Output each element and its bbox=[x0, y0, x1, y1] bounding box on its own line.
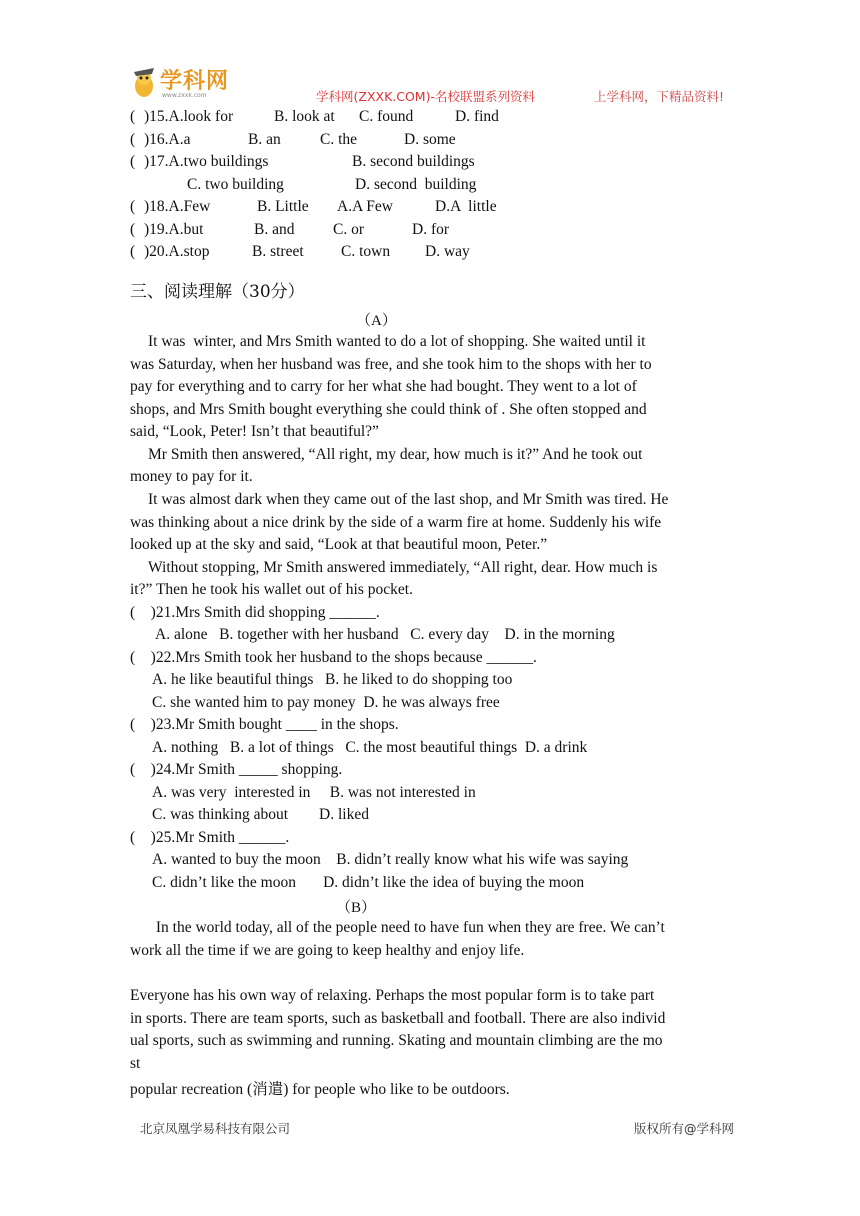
logo-subtext: www.zxxk.com bbox=[162, 92, 207, 99]
cloze-option-c: C. the bbox=[320, 131, 358, 148]
passage-b-line: popular recreation (消遣) for people who like to be outdoors. bbox=[130, 1081, 510, 1098]
question-stem: ( )23.Mr Smith bought ____ in the shops. bbox=[130, 716, 399, 733]
passage-a-line: pay for everything and to carry for her what she had bought. They went to a lot of bbox=[130, 378, 637, 395]
cloze-option-c: C. found bbox=[359, 108, 414, 125]
logo-mascot-icon bbox=[132, 64, 160, 100]
footer-copyright: 版权所有@学科网 bbox=[634, 1121, 735, 1136]
cloze-option-b: B. an bbox=[248, 131, 281, 148]
logo-text: 学科网 bbox=[160, 69, 230, 94]
cloze-option-d: D. way bbox=[425, 243, 470, 260]
passage-a-line: money to pay for it. bbox=[130, 468, 253, 485]
passage-a-line: said, “Look, Peter! Isn’t that beautiful?” bbox=[130, 423, 379, 440]
cloze-option-b: B. second buildings bbox=[352, 153, 475, 170]
cloze-paren: ( bbox=[130, 243, 136, 260]
passage-a-line: was Saturday, when her husband was free, and she took him to the shops with her to bbox=[130, 356, 652, 373]
passage-b-line: ual sports, such as swimming and running. Skating and mountain climbing are the mo bbox=[130, 1032, 663, 1049]
cloze-option-d: D.A little bbox=[435, 198, 497, 215]
cloze-option-a: )20.A.stop bbox=[144, 243, 210, 260]
question-stem: ( )22.Mrs Smith took her husband to the shops because ______. bbox=[130, 649, 537, 666]
passage-b-label: （B） bbox=[336, 900, 377, 916]
cloze-option-c: A.A Few bbox=[337, 198, 393, 215]
passage-a-line: Without stopping, Mr Smith answered immediately, “All right, dear. How much is bbox=[148, 559, 658, 576]
cloze-option-b: B. Little bbox=[257, 198, 309, 215]
passage-a-line: Mr Smith then answered, “All right, my dear, how much is it?” And he took out bbox=[148, 446, 643, 463]
passage-a-line: looked up at the sky and said, “Look at that beautiful moon, Peter.” bbox=[130, 536, 548, 553]
passage-a-line: it?” Then he took his wallet out of his pocket. bbox=[130, 581, 413, 598]
question-options: A. alone B. together with her husband C. every day D. in the morning bbox=[155, 626, 615, 643]
cloze-paren: ( bbox=[130, 108, 136, 125]
passage-b-line: in sports. There are team sports, such as basketball and football. There are also individ bbox=[130, 1010, 666, 1027]
cloze-option-d: D. find bbox=[455, 108, 499, 125]
question-stem: ( )21.Mrs Smith did shopping ______. bbox=[130, 604, 380, 621]
passage-a-line: was thinking about a nice drink by the side of a warm fire at home. Suddenly his wife bbox=[130, 514, 662, 531]
cloze-paren: ( bbox=[130, 221, 136, 238]
cloze-option-b: B. street bbox=[252, 243, 304, 260]
question-options: C. didn’t like the moon D. didn’t like the idea of buying the moon bbox=[152, 874, 585, 891]
cloze-option-c: C. two building bbox=[187, 176, 284, 193]
question-options: C. she wanted him to pay money D. he was always free bbox=[152, 694, 500, 711]
header-slogan: 上学科网，下精品资料! bbox=[594, 89, 725, 104]
question-options: A. he like beautiful things B. he liked to do shopping too bbox=[152, 671, 513, 688]
cloze-option-a: )16.A.a bbox=[144, 131, 191, 148]
question-options: A. wanted to buy the moon B. didn’t really know what his wife was saying bbox=[152, 851, 629, 868]
passage-a-line: It was winter, and Mrs Smith wanted to do a lot of shopping. She waited until it bbox=[148, 333, 646, 350]
cloze-option-a: )17.A.two buildings bbox=[144, 153, 269, 170]
question-stem: ( )25.Mr Smith ______. bbox=[130, 829, 290, 846]
cloze-option-c: C. or bbox=[333, 221, 364, 238]
cloze-option-d: D. for bbox=[412, 221, 450, 238]
logo bbox=[132, 62, 232, 102]
cloze-paren: ( bbox=[130, 198, 136, 215]
cloze-option-a: )15.A.look for bbox=[144, 108, 234, 125]
cloze-option-d: D. some bbox=[404, 131, 456, 148]
cloze-option-a: )19.A.but bbox=[144, 221, 204, 238]
footer-company: 北京凤凰学易科技有限公司 bbox=[140, 1121, 291, 1136]
cloze-option-c: C. town bbox=[341, 243, 391, 260]
cloze-paren: ( bbox=[130, 131, 136, 148]
passage-b-line: In the world today, all of the people need to have fun when they are free. We can’t bbox=[152, 919, 665, 936]
passage-b-line: Everyone has his own way of relaxing. Perhaps the most popular form is to take part bbox=[130, 987, 655, 1004]
cloze-option-a: )18.A.Few bbox=[144, 198, 211, 215]
cloze-option-b: B. look at bbox=[274, 108, 335, 125]
question-stem: ( )24.Mr Smith _____ shopping. bbox=[130, 761, 343, 778]
question-options: C. was thinking about D. liked bbox=[152, 806, 369, 823]
passage-a-line: shops, and Mrs Smith bought everything she could think of . She often stopped and bbox=[130, 401, 647, 418]
passage-a-line: It was almost dark when they came out of the last shop, and Mr Smith was tired. He bbox=[148, 491, 669, 508]
section-title: 三、阅读理解（30分） bbox=[130, 282, 305, 302]
header bbox=[0, 0, 860, 110]
cloze-option-d: D. second building bbox=[355, 176, 477, 193]
question-options: A. nothing B. a lot of things C. the most beautiful things D. a drink bbox=[152, 739, 588, 756]
header-series-title: 学科网(ZXXK.COM)-名校联盟系列资料 bbox=[316, 89, 535, 104]
passage-b-line: st bbox=[130, 1055, 141, 1072]
cloze-option-b: B. and bbox=[254, 221, 295, 238]
question-options: A. was very interested in B. was not interested in bbox=[152, 784, 476, 801]
passage-a-label: （A） bbox=[356, 313, 397, 329]
passage-b-line: work all the time if we are going to keep healthy and enjoy life. bbox=[130, 942, 525, 959]
cloze-paren: ( bbox=[130, 153, 136, 170]
